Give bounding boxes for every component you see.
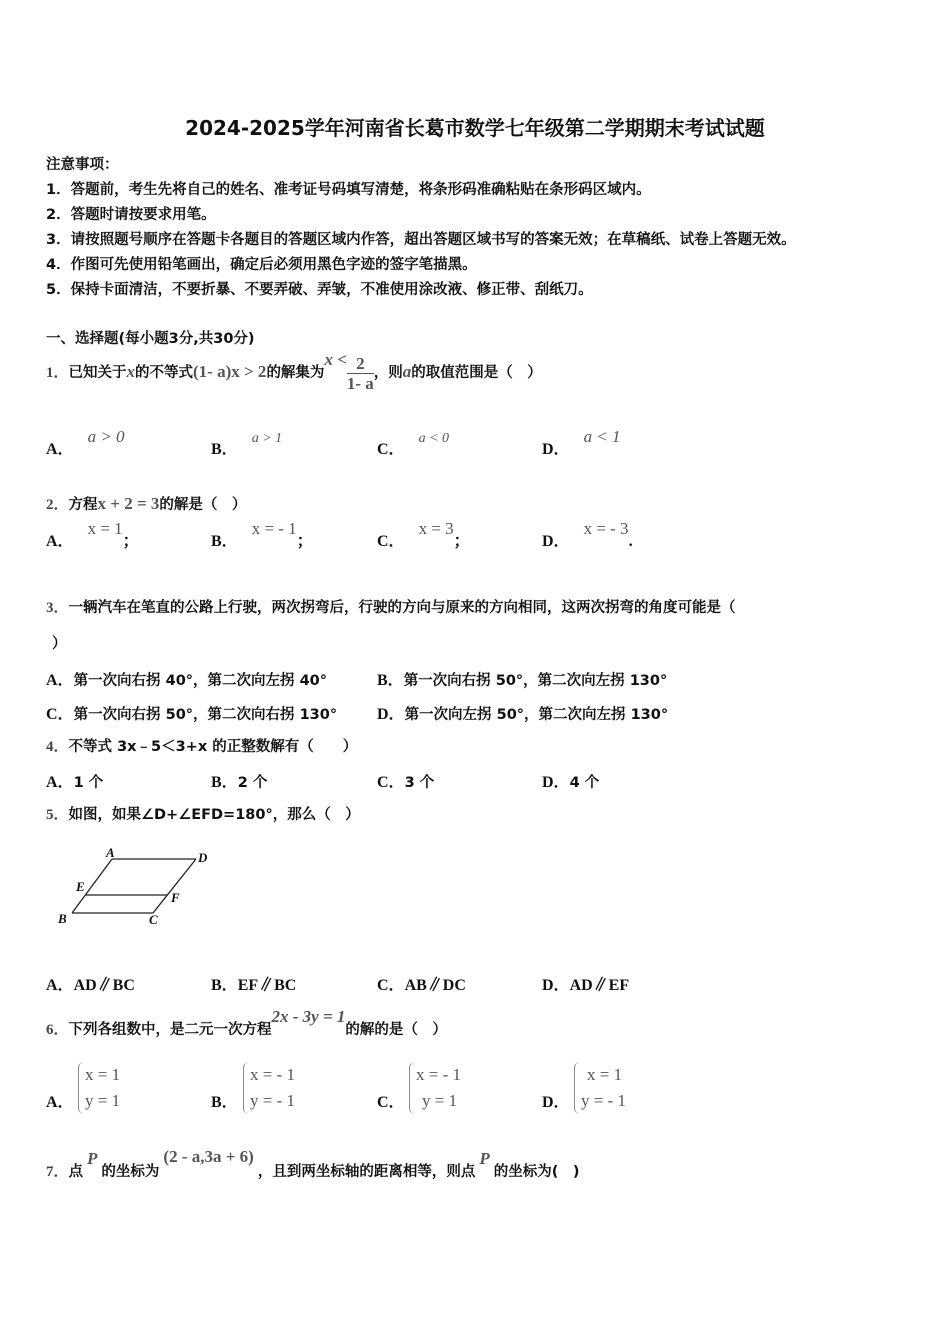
page-title: 2024-2025学年河南省长葛市数学七年级第二学期期末考试试题 bbox=[185, 116, 765, 140]
option-d[interactable]: D．第一次向左拐 50°，第二次向左拐 130° bbox=[377, 706, 669, 723]
option-a[interactable]: A．a > 0 bbox=[46, 427, 125, 458]
option-c[interactable]: C．x = 3； bbox=[377, 519, 470, 550]
question-7: 7．点P的坐标为(2 - a,3a + 6)，且到两坐标轴的距离相等，则点P的坐标为( ) bbox=[46, 1147, 580, 1180]
option-d[interactable]: D．a < 1 bbox=[542, 427, 621, 458]
label-b: B bbox=[58, 911, 67, 926]
notice-heading: 注意事项： bbox=[46, 157, 119, 173]
question-3-cont: ） bbox=[52, 636, 67, 652]
option-c[interactable]: C．3 个 bbox=[377, 774, 435, 791]
option-a[interactable]: A．AD∥BC bbox=[46, 977, 135, 994]
label-f: F bbox=[171, 890, 180, 905]
option-d[interactable]: D．AD∥EF bbox=[542, 977, 630, 994]
option-a[interactable]: A．x = 1； bbox=[46, 519, 139, 550]
label-c: C bbox=[149, 912, 158, 927]
equation-system: x = 1 y = 1 bbox=[78, 1062, 120, 1114]
option-a[interactable]: A．1 个 bbox=[46, 774, 104, 791]
question-1: 1．已知关于x的不等式(1- a)x > 2的解集为x < $\frac{2}{1- a}$ ，则a的取值范围是（ ） bbox=[46, 350, 542, 393]
option-b[interactable]: B．EF∥BC bbox=[211, 977, 297, 994]
question-4: 4．不等式 3x﹣5＜3+x 的正整数解有（ ） bbox=[46, 739, 358, 755]
option-a[interactable]: A． x = 1 y = 1 bbox=[46, 1062, 120, 1114]
option-d[interactable]: D． x = 1 y = - 1 bbox=[542, 1062, 626, 1114]
option-b[interactable]: B．x = - 1； bbox=[211, 519, 313, 550]
question-6: 6．下列各组数中，是二元一次方程2x - 3y = 1的解的是（ ） bbox=[46, 1007, 447, 1038]
notice-item: 3．请按照题号顺序在答题卡各题目的答题区域内作答，超出答题区域书写的答案无效；在草稿纸、试卷上答题无效。 bbox=[46, 232, 796, 248]
option-b[interactable]: B． x = - 1 y = - 1 bbox=[211, 1062, 295, 1114]
option-c[interactable]: C． x = - 1 y = 1 bbox=[377, 1062, 461, 1114]
notice-item: 4．作图可先使用铅笔画出，确定后必须用黑色字迹的签字笔描黑。 bbox=[46, 257, 477, 273]
question-5: 5．如图，如果∠D+∠EFD=180°，那么（ ） bbox=[46, 807, 360, 823]
equation-system: x = - 1 y = 1 bbox=[409, 1062, 461, 1114]
option-b[interactable]: B．a > 1 bbox=[211, 431, 283, 458]
notice-item: 5．保持卡面清洁，不要折暴、不要弄破、弄皱，不准使用涂改液、修正带、刮纸刀。 bbox=[46, 282, 593, 298]
option-d[interactable]: D．x = - 3. bbox=[542, 519, 633, 550]
section-heading: 一、选择题(每小题3分,共30分) bbox=[46, 331, 255, 347]
label-e: E bbox=[76, 879, 85, 894]
equation-system: x = 1 y = - 1 bbox=[574, 1062, 626, 1114]
option-b[interactable]: B．2 个 bbox=[211, 774, 268, 791]
parallelogram-figure bbox=[50, 840, 230, 935]
notice-item: 1．答题前，考生先将自己的姓名、准考证号码填写清楚，将条形码准确粘贴在条形码区域内。 bbox=[46, 182, 651, 198]
question-number: 1． bbox=[46, 365, 69, 381]
notice-item: 2．答题时请按要求用笔。 bbox=[46, 207, 216, 223]
option-d[interactable]: D．4 个 bbox=[542, 774, 600, 791]
equation-system: x = - 1 y = - 1 bbox=[243, 1062, 295, 1114]
question-3: 3．一辆汽车在笔直的公路上行驶，两次拐弯后，行驶的方向与原来的方向相同，这两次拐弯的角度可能是（ bbox=[46, 600, 736, 616]
option-c[interactable]: C．AB∥DC bbox=[377, 977, 466, 994]
fraction: $\frac{2}{1- a}$ bbox=[346, 353, 374, 393]
option-a[interactable]: A．第一次向右拐 40°，第二次向左拐 40° bbox=[46, 672, 328, 689]
label-d: D bbox=[198, 850, 208, 865]
option-c[interactable]: C．第一次向右拐 50°，第二次向右拐 130° bbox=[46, 706, 338, 723]
option-c[interactable]: C．a < 0 bbox=[377, 431, 450, 458]
option-b[interactable]: B．第一次向右拐 50°，第二次向左拐 130° bbox=[377, 672, 668, 689]
question-2: 2．方程x + 2 = 3的解是（ ） bbox=[46, 494, 247, 513]
label-a: A bbox=[106, 845, 115, 860]
